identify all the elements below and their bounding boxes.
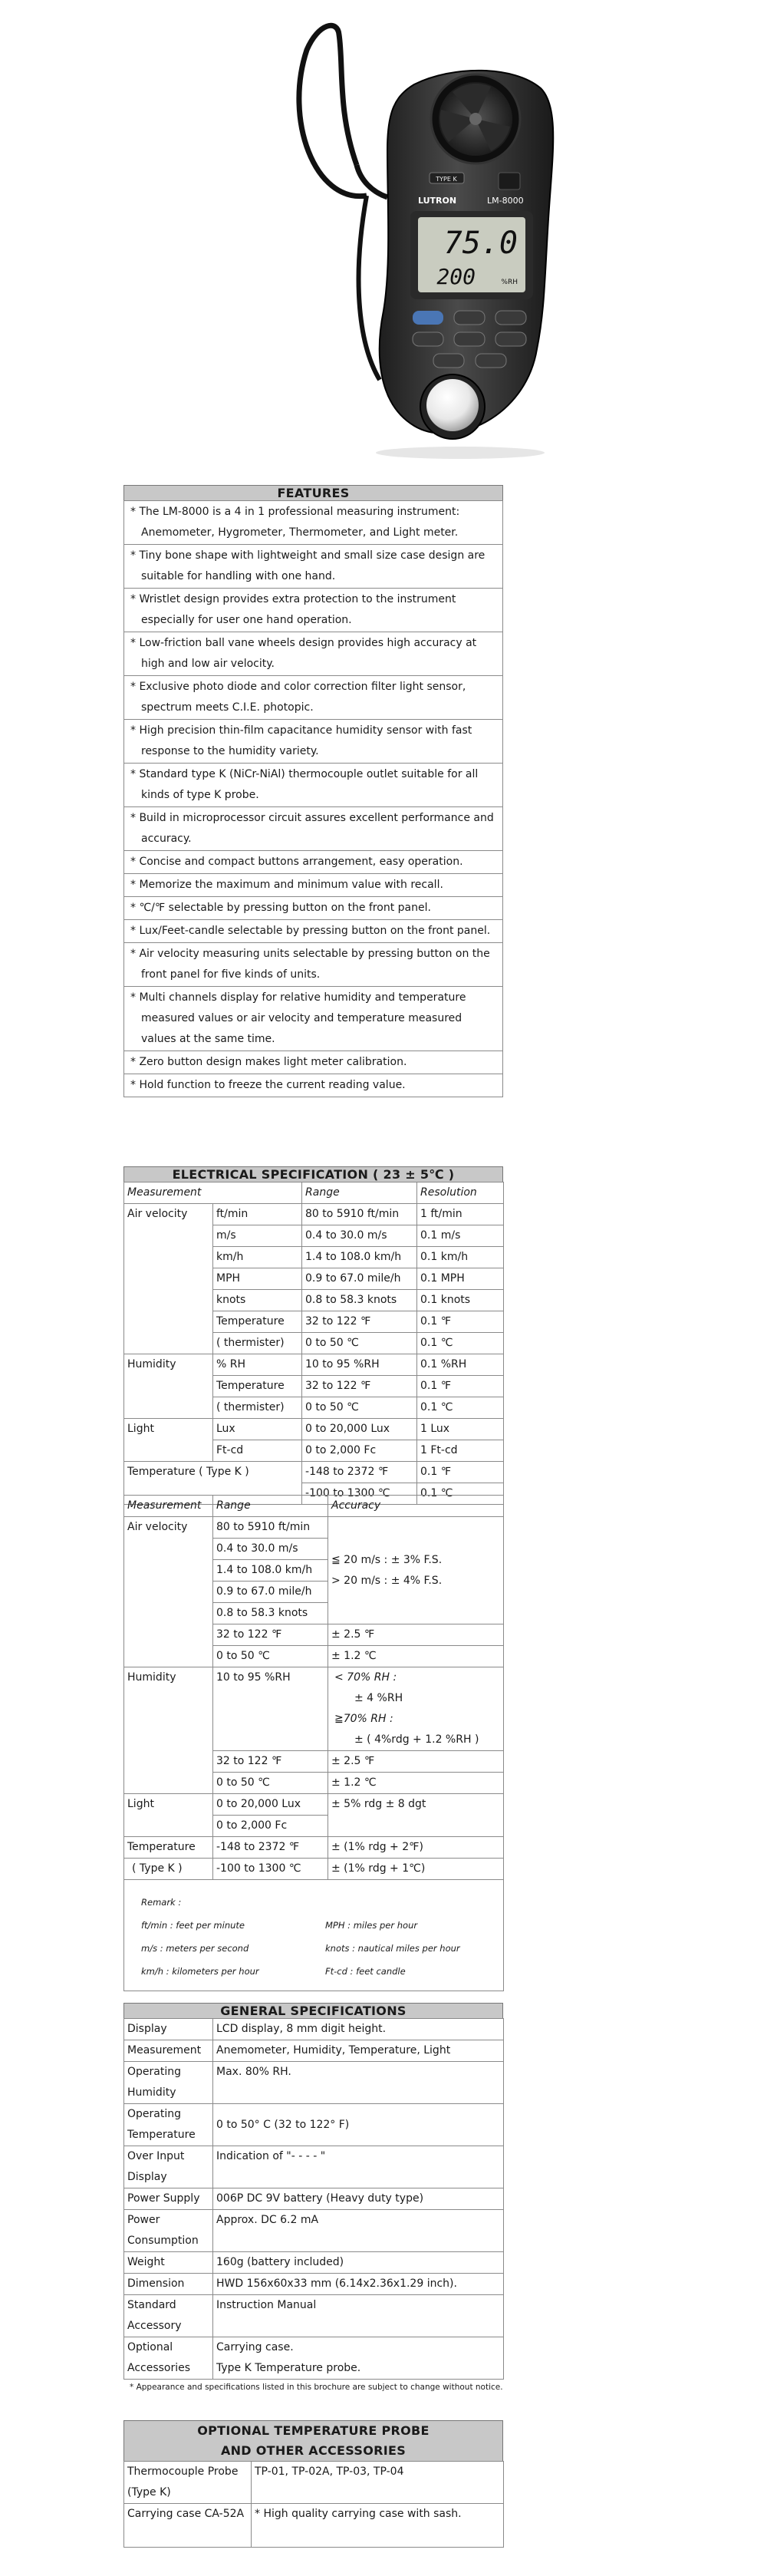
feature-item: * ℃/℉ selectable by pressing button on the front panel. <box>124 897 503 920</box>
table-cell: m/s <box>213 1225 302 1247</box>
table-cell: MPH <box>213 1268 302 1290</box>
spec-label: Measurement <box>124 2040 213 2062</box>
remark-item: km/h : kilometers per hour <box>141 1966 259 1977</box>
feature-item: * Low-friction ball vane wheels design provides high accuracy at high and low air velocity. <box>124 632 503 676</box>
table-cell: < 70% RH : <box>334 1671 397 1684</box>
spec-value: Instruction Manual <box>213 2295 504 2337</box>
spec-label: Operating Humidity <box>124 2062 213 2104</box>
table-cell: > 20 m/s : ± 4% F.S. <box>331 1574 443 1587</box>
remark-item: knots : nautical miles per hour <box>325 1943 460 1954</box>
table-cell: -148 to 2372 ℉ <box>213 1837 328 1859</box>
table-cell: 0 to 50 ℃ <box>302 1397 417 1419</box>
table-cell: 32 to 122 ℉ <box>213 1751 328 1773</box>
table-cell: ± (1% rdg + 2℉) <box>328 1837 504 1859</box>
table-cell: 10 to 95 %RH <box>213 1667 328 1751</box>
feature-item: * Exclusive photo diode and color correction filter light sensor, spectrum meets C.I.E. photopic. <box>124 676 503 720</box>
feature-item: * Concise and compact buttons arrangement, easy operation. <box>124 851 503 874</box>
col-header-range: Range <box>302 1182 417 1204</box>
spec-value: 160g (battery included) <box>213 2252 504 2274</box>
optional-title-line2: AND OTHER ACCESSORIES <box>220 2443 407 2458</box>
table-cell: 0.1 m/s <box>417 1225 504 1247</box>
table-cell: 1 Ft-cd <box>417 1440 504 1462</box>
electrical-spec-section <box>123 1166 503 1505</box>
spec-value: 006P DC 9V battery (Heavy duty type) <box>213 2188 504 2210</box>
group-humidity: Humidity <box>124 1667 213 1794</box>
table-cell: ≦ 20 m/s : ± 3% F.S. <box>331 1553 443 1566</box>
table-cell: 32 to 122 ℉ <box>302 1311 417 1333</box>
table-cell: 32 to 122 ℉ <box>213 1624 328 1646</box>
table-cell: 32 to 122 ℉ <box>302 1376 417 1397</box>
model-label: LM-8000 <box>487 196 524 206</box>
table-cell: 0.4 to 30.0 m/s <box>302 1225 417 1247</box>
table-cell: 1 Lux <box>417 1419 504 1440</box>
feature-item: * Wristlet design provides extra protection to the instrument especially for user one hand operation. <box>124 589 503 632</box>
col-header-accuracy: Accuracy <box>328 1496 504 1517</box>
accuracy-table <box>123 1495 504 1991</box>
table-cell: 0.1 ℃ <box>417 1483 504 1505</box>
group-air-velocity: Air velocity <box>124 1517 213 1667</box>
product-image <box>222 19 591 464</box>
optional-title-line1: OPTIONAL TEMPERATURE PROBE <box>197 2423 430 2438</box>
table-cell: 0 to 20,000 Lux <box>302 1419 417 1440</box>
accuracy-section <box>123 1495 503 1991</box>
air-velocity-accuracy <box>328 1517 504 1624</box>
group-humidity: Humidity <box>124 1354 213 1419</box>
spec-label: Optional Accessories <box>124 2337 213 2380</box>
table-cell: 0.8 to 58.3 knots <box>302 1290 417 1311</box>
table-cell: 0.1 ℉ <box>417 1311 504 1333</box>
spec-value: HWD 156x60x33 mm (6.14x2.36x1.29 inch). <box>213 2274 504 2295</box>
features-title: FEATURES <box>123 485 503 500</box>
table-cell: 1 ft/min <box>417 1204 504 1225</box>
table-cell: 0.1 knots <box>417 1290 504 1311</box>
feature-item: * Standard type K (NiCr-NiAl) thermocouple outlet suitable for all kinds of type K probe. <box>124 764 503 807</box>
table-cell: knots <box>213 1290 302 1311</box>
spec-value: Indication of "- - - - " <box>213 2146 504 2188</box>
spec-label: Dimension <box>124 2274 213 2295</box>
col-header-resolution: Resolution <box>417 1182 504 1204</box>
remark-title: Remark : <box>141 1897 182 1908</box>
table-cell: Temperature <box>213 1311 302 1333</box>
humidity-accuracy <box>328 1667 504 1751</box>
table-cell: ± (1% rdg + 1℃) <box>328 1859 504 1880</box>
optional-accessories-section <box>123 2420 503 2548</box>
lcd-sub-value: 200 <box>436 264 476 289</box>
remark-item: m/s : meters per second <box>141 1943 249 1954</box>
spec-value: Approx. DC 6.2 mA <box>213 2210 504 2252</box>
spec-label: Standard Accessory <box>124 2295 213 2337</box>
spec-value: LCD display, 8 mm digit height. <box>213 2019 504 2040</box>
general-spec-title: GENERAL SPECIFICATIONS <box>123 2003 503 2018</box>
group-temperature: Temperature <box>124 1837 213 1859</box>
feature-item: * Build in microprocessor circuit assures excellent performance and accuracy. <box>124 807 503 851</box>
spec-label: Display <box>124 2019 213 2040</box>
lcd-main-value: 75.0 <box>443 226 518 261</box>
electrical-spec-title: ELECTRICAL SPECIFICATION ( 23 ± 5℃ ) <box>123 1166 503 1182</box>
feature-item: * Tiny bone shape with lightweight and small size case design are suitable for handling with one hand. <box>124 545 503 589</box>
table-cell: 1.4 to 108.0 km/h <box>302 1247 417 1268</box>
spec-value: Carrying case. Type K Temperature probe. <box>213 2337 504 2380</box>
remark-box <box>124 1880 504 1991</box>
col-header-measurement: Measurement <box>124 1496 213 1517</box>
features-list <box>123 500 503 1097</box>
table-cell: 0.1 %RH <box>417 1354 504 1376</box>
spec-label: Power Supply <box>124 2188 213 2210</box>
feature-item: * Zero button design makes light meter calibration. <box>124 1051 503 1074</box>
table-cell: 0 to 50 ℃ <box>213 1773 328 1794</box>
table-cell: % RH <box>213 1354 302 1376</box>
group-temperature-type: ( Type K ) <box>124 1859 213 1880</box>
group-light: Light <box>124 1794 213 1837</box>
table-cell: 0 to 20,000 Lux <box>213 1794 328 1816</box>
table-cell: ± 4 %RH <box>354 1692 403 1704</box>
table-cell: 0 to 2,000 Fc <box>302 1440 417 1462</box>
col-header-measurement: Measurement <box>124 1182 302 1204</box>
table-cell: -100 to 1300 ℃ <box>213 1859 328 1880</box>
optional-title <box>123 2420 503 2461</box>
table-cell: 0.4 to 30.0 m/s <box>213 1539 328 1560</box>
table-cell: Ft-cd <box>213 1440 302 1462</box>
table-cell: ≧70% RH : <box>334 1713 393 1725</box>
optional-table <box>123 2461 504 2548</box>
table-cell: ± 5% rdg ± 8 dgt <box>328 1794 504 1837</box>
disclaimer-note: * Appearance and specifications listed in this brochure are subject to change without notice. <box>130 2383 503 2392</box>
table-cell: 0 to 50 ℃ <box>302 1333 417 1354</box>
table-cell: 0 to 50 ℃ <box>213 1646 328 1667</box>
feature-item: * Memorize the maximum and minimum value with recall. <box>124 874 503 897</box>
table-cell: 0.1 MPH <box>417 1268 504 1290</box>
table-cell: 0.1 ℃ <box>417 1333 504 1354</box>
resolution-table <box>123 1182 504 1505</box>
general-spec-section <box>123 2003 503 2392</box>
table-cell: ± 1.2 ℃ <box>328 1773 504 1794</box>
feature-item: * High precision thin-film capacitance humidity sensor with fast response to the humidity variety. <box>124 720 503 764</box>
feature-item: * Air velocity measuring units selectable by pressing button on the front panel for five kinds of units. <box>124 943 503 987</box>
table-cell: 0 to 2,000 Fc <box>213 1816 328 1837</box>
spec-label: Weight <box>124 2252 213 2274</box>
table-cell: ± ( 4%rdg + 1.2 %RH ) <box>354 1733 479 1746</box>
table-cell: 0.9 to 67.0 mile/h <box>302 1268 417 1290</box>
table-cell: ± 2.5 ℉ <box>328 1751 504 1773</box>
accessory-label: Thermocouple Probe (Type K) <box>124 2462 252 2504</box>
accessory-label: Carrying case CA-52A <box>124 2504 252 2548</box>
spec-label: Over Input Display <box>124 2146 213 2188</box>
table-cell: 80 to 5910 ft/min <box>213 1517 328 1539</box>
accessory-value: * High quality carrying case with sash. <box>252 2504 504 2548</box>
remark-item: ft/min : feet per minute <box>141 1920 245 1931</box>
table-cell: ± 2.5 ℉ <box>328 1624 504 1646</box>
features-section <box>123 485 503 1097</box>
accessory-value: TP-01, TP-02A, TP-03, TP-04 <box>252 2462 504 2504</box>
feature-item: * Lux/Feet-candle selectable by pressing button on the front panel. <box>124 920 503 943</box>
table-cell: 0.9 to 67.0 mile/h <box>213 1582 328 1603</box>
table-cell: ( thermister) <box>213 1333 302 1354</box>
table-cell: ± 1.2 ℃ <box>328 1646 504 1667</box>
table-cell: Temperature <box>213 1376 302 1397</box>
col-header-range: Range <box>213 1496 328 1517</box>
table-cell: ( thermister) <box>213 1397 302 1419</box>
svg-text:TYPE K: TYPE K <box>436 176 457 183</box>
remark-item: MPH : miles per hour <box>325 1920 418 1931</box>
general-spec-table <box>123 2018 504 2380</box>
table-cell: 0.1 ℉ <box>417 1462 504 1483</box>
remark-table <box>124 1891 504 1983</box>
group-air-velocity: Air velocity <box>124 1204 213 1354</box>
table-cell: -100 to 1300 ℃ <box>302 1483 417 1505</box>
group-temperature-type-k: Temperature ( Type K ) <box>124 1462 302 1505</box>
table-cell: 0.1 ℉ <box>417 1376 504 1397</box>
table-cell: km/h <box>213 1247 302 1268</box>
spec-value: Max. 80% RH. <box>213 2062 504 2104</box>
brand-label: LUTRON <box>418 196 457 206</box>
remark-item: Ft-cd : feet candle <box>325 1966 406 1977</box>
table-cell: 80 to 5910 ft/min <box>302 1204 417 1225</box>
spec-value: 0 to 50° C (32 to 122° F) <box>213 2104 504 2146</box>
table-cell: 1.4 to 108.0 km/h <box>213 1560 328 1582</box>
group-light: Light <box>124 1419 213 1462</box>
spec-label: Operating Temperature <box>124 2104 213 2146</box>
table-cell: -148 to 2372 ℉ <box>302 1462 417 1483</box>
table-cell: 0.1 ℃ <box>417 1397 504 1419</box>
feature-item: * Multi channels display for relative humidity and temperature measured values or air velocity and temperature measured values at the same time. <box>124 987 503 1051</box>
feature-item: * Hold function to freeze the current reading value. <box>124 1074 503 1097</box>
anemometer-illustration <box>222 19 591 464</box>
table-cell: ft/min <box>213 1204 302 1225</box>
feature-item: * The LM-8000 is a 4 in 1 professional measuring instrument: Anemometer, Hygrometer, Thermometer, and Light meter. <box>124 501 503 545</box>
spec-value: Anemometer, Humidity, Temperature, Light <box>213 2040 504 2062</box>
lcd-unit: %RH <box>501 279 518 286</box>
table-cell: Lux <box>213 1419 302 1440</box>
spec-label: Power Consumption <box>124 2210 213 2252</box>
table-cell: 0.8 to 58.3 knots <box>213 1603 328 1624</box>
table-cell: 10 to 95 %RH <box>302 1354 417 1376</box>
table-cell: 0.1 km/h <box>417 1247 504 1268</box>
